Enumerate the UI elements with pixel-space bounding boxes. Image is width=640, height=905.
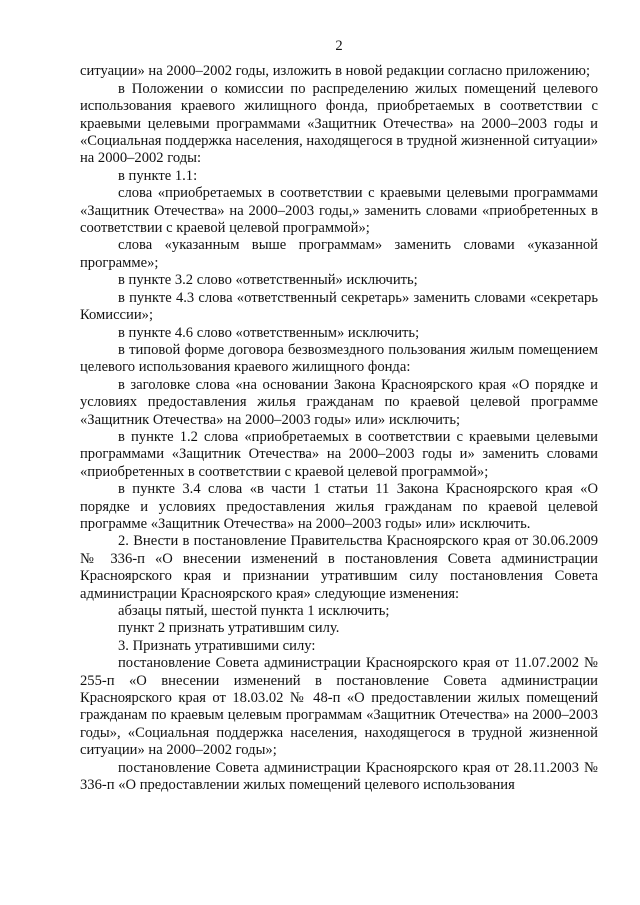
paragraph: постановление Совета администрации Красноярского края от 28.11.2003 № 336-п «О предоставлении жилых помещений целевого использования xyxy=(80,759,598,794)
paragraph: в Положении о комиссии по распределению жилых помещений целевого использования краевого жилищного фонда, приобретаемых в соответствии с краевыми целевыми программами «Защитник Отечества» на 2000–2003 годы и «Социальная поддержка населения, находящегося в трудной жизненной ситуации» на 2000–2002 годы: xyxy=(80,80,598,167)
paragraph: в пункте 1.2 слова «приобретаемых в соответствии с краевыми целевыми программами «Защитник Отечества» на 2000–2003 годы и» заменить словами «приобретенных в соответствии с краевой целевой программой»; xyxy=(80,428,598,480)
paragraph: в пункте 3.2 слово «ответственный» исключить; xyxy=(118,272,418,289)
paragraph: пункт 2 признать утратившим силу. xyxy=(118,620,340,637)
paragraph: в заголовке слова «на основании Закона Красноярского края «О порядке и условиях предоставления жилья гражданам по краевой целевой программе «Защитник Отечества» на 2000–2003 годы» или» исключить; xyxy=(80,376,598,428)
paragraph: ситуации» на 2000–2002 годы, изложить в новой редакции согласно приложению; xyxy=(80,63,591,80)
page-number: 2 xyxy=(335,38,343,54)
paragraph: в пункте 4.6 слово «ответственным» исключить; xyxy=(118,324,420,341)
paragraph: в пункте 3.4 слова «в части 1 статьи 11 Закона Красноярского края «О порядке и условиях предоставления жилья гражданам по краевой целевой программе «Защитник Отечества» на 2000–2003 годы» или» исключить. xyxy=(80,481,598,532)
paragraph: 3. Признать утратившими силу: xyxy=(118,637,316,654)
paragraph: 2. Внести в постановление Правительства Красноярского края от 30.06.2009 № 336-п «О внесении изменений в постановления Совета администрации Красноярского края и признании утратившим силу постановления Совета администрации Красноярского края» следующие изменения: xyxy=(80,533,598,602)
paragraph: слова «указанным выше программам» заменить словами «указанной программе»; xyxy=(80,237,598,271)
document-page xyxy=(80,38,598,794)
paragraph: в пункте 1.1: xyxy=(118,167,198,184)
paragraph: в типовой форме договора безвозмездного пользования жилым помещением целевого использования краевого жилищного фонда: xyxy=(80,341,598,376)
paragraph: в пункте 4.3 слова «ответственный секретарь» заменить словами «секретарь Комиссии»; xyxy=(80,289,598,324)
paragraph: слова «приобретаемых в соответствии с краевыми целевыми программами «Защитник Отечества» на 2000–2003 годы,» заменить словами «приобретенных в соответствии с краевой целевой программой»; xyxy=(80,185,598,237)
paragraph: абзацы пятый, шестой пункта 1 исключить; xyxy=(118,603,390,619)
paragraph: постановление Совета администрации Красноярского края от 11.07.2002 № 255-п «О внесении изменений в постановление Совета администрации Красноярского края от 18.03.02 № 48-п «О предоставлении жилых помещений гражданам по краевым целевым программам «Защитник Отечества» на 2000–2003 годы», «Социальная поддержка населения, находящегося в трудной жизненной ситуации» на 2000–2002 годы»; xyxy=(80,655,598,759)
